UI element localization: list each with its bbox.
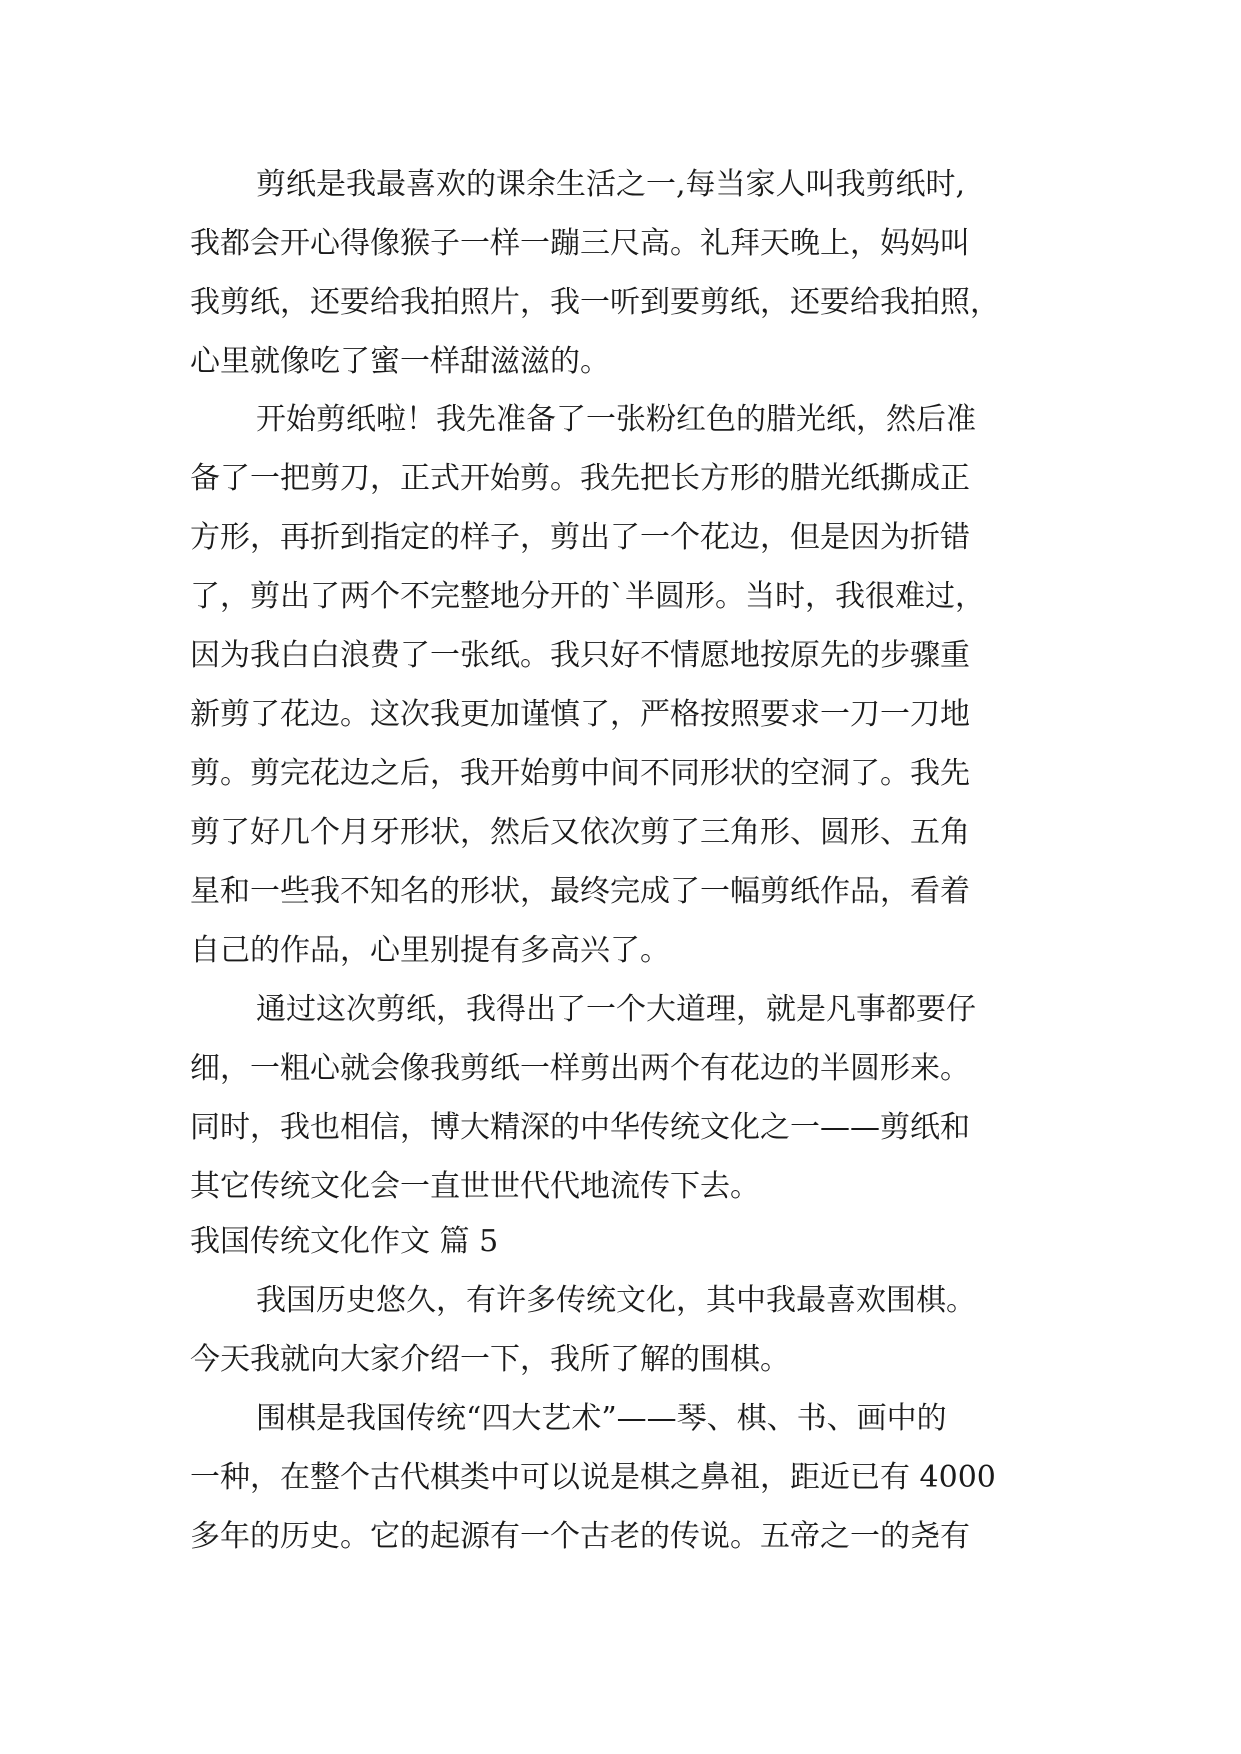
text-line: 自己的作品，心里别提有多高兴了。 bbox=[190, 933, 670, 968]
text-line: 剪纸是我最喜欢的课余生活之一,每当家人叫我剪纸时, bbox=[256, 167, 966, 202]
text-line: 星和一些我不知名的形状，最终完成了一幅剪纸作品，看着 bbox=[190, 874, 970, 909]
text-line: 我剪纸，还要给我拍照片，我一听到要剪纸，还要给我拍照， bbox=[190, 285, 1000, 320]
text-line: 我国历史悠久，有许多传统文化，其中我最喜欢围棋。 bbox=[256, 1283, 976, 1318]
text-line: 方形，再折到指定的样子，剪出了一个花边，但是因为折错 bbox=[190, 520, 970, 555]
text-line: 其它传统文化会一直世世代代地流传下去。 bbox=[190, 1169, 760, 1204]
text-line: 同时，我也相信，博大精深的中华传统文化之一——剪纸和 bbox=[190, 1110, 970, 1145]
text-line: 新剪了花边。这次我更加谨慎了，严格按照要求一刀一刀地 bbox=[190, 697, 970, 732]
text-line: 剪了好几个月牙形状，然后又依次剪了三角形、圆形、五角 bbox=[190, 815, 970, 850]
text-line: 细，一粗心就会像我剪纸一样剪出两个有花边的半圆形来。 bbox=[190, 1051, 970, 1086]
text-line: 剪。剪完花边之后，我开始剪中间不同形状的空洞了。我先 bbox=[190, 756, 970, 791]
text-line: 心里就像吃了蜜一样甜滋滋的。 bbox=[190, 344, 610, 379]
section-heading: 我国传统文化作文 篇 5 bbox=[190, 1224, 499, 1259]
text-line: 围棋是我国传统“四大艺术”——琴、棋、书、画中的 bbox=[256, 1401, 947, 1436]
text-line: 开始剪纸啦！我先准备了一张粉红色的腊光纸，然后准 bbox=[256, 402, 976, 437]
text-line: 今天我就向大家介绍一下，我所了解的围棋。 bbox=[190, 1342, 790, 1377]
text-line: 多年的历史。它的起源有一个古老的传说。五帝之一的尧有 bbox=[190, 1519, 970, 1554]
text-line: 备了一把剪刀，正式开始剪。我先把长方形的腊光纸撕成正 bbox=[190, 461, 970, 496]
text-line: 我都会开心得像猴子一样一蹦三尺高。礼拜天晚上，妈妈叫 bbox=[190, 226, 970, 261]
text-line: 因为我白白浪费了一张纸。我只好不情愿地按原先的步骤重 bbox=[190, 638, 970, 673]
text-line: 了，剪出了两个不完整地分开的`半圆形。当时，我很难过， bbox=[190, 579, 985, 614]
text-line: 一种，在整个古代棋类中可以说是棋之鼻祖，距近已有 4000 bbox=[190, 1460, 996, 1495]
text-line: 通过这次剪纸，我得出了一个大道理，就是凡事都要仔 bbox=[256, 992, 976, 1027]
